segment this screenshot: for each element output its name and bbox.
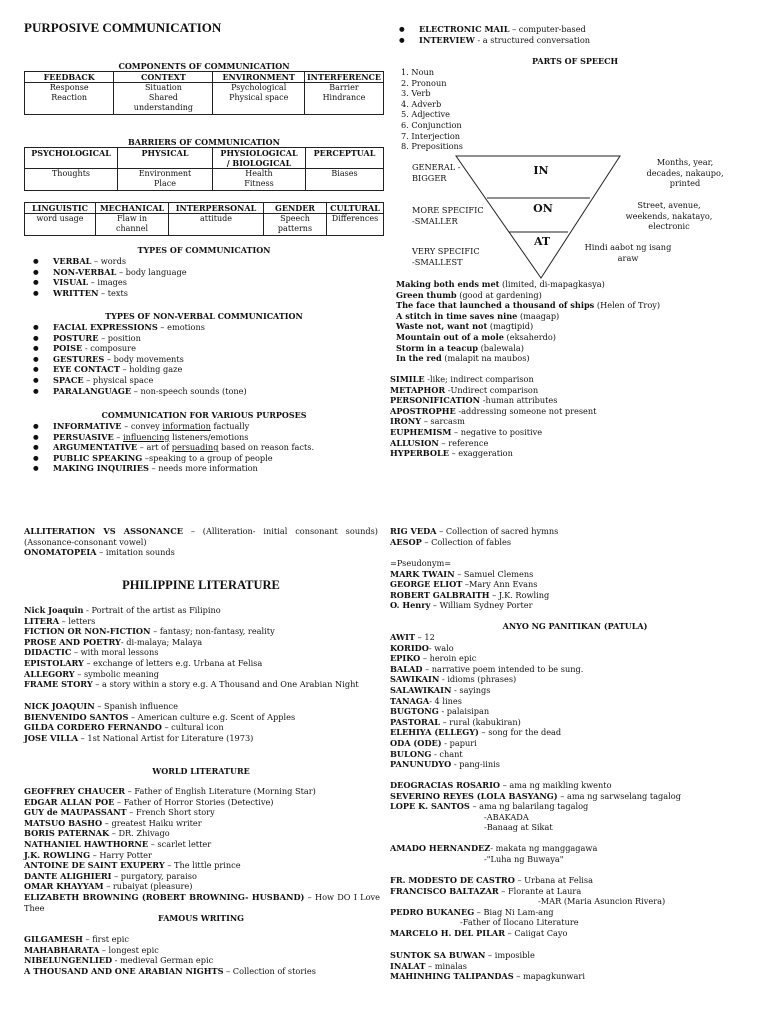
list-item: EUPHEMISM – negative to positive	[390, 426, 543, 437]
list-item: 3. Verb	[401, 88, 431, 99]
list-item: ELIZABETH BROWNING (ROBERT BROWNING- HUSBAND) – How DO I Love	[24, 891, 380, 902]
barriers-header: INTERPERSONAL	[169, 203, 264, 214]
top-right-list	[390, 24, 750, 45]
list-item: J.K. ROWLING – Harry Potter	[24, 849, 152, 860]
list-item: SAWIKAIN - idioms (phrases)	[390, 674, 517, 685]
list-item: ● WRITTEN – texts	[24, 288, 384, 299]
list-item: A THOUSAND AND ONE ARABIAN NIGHTS – Collection of stories	[24, 965, 316, 976]
more-specific-label: MORE SPECIFIC -SMALLER	[412, 205, 484, 226]
figures-list	[390, 374, 760, 459]
barriers-heading: BARRIERS OF COMMUNICATION	[128, 137, 280, 147]
list-item: SALAWIKAIN - sayings	[390, 684, 491, 695]
nonverbal-heading: TYPES OF NON-VERBAL COMMUNICATION	[105, 311, 303, 321]
list-item: FR. MODESTO DE CASTRO – Urbana at Felisa	[390, 875, 594, 885]
purposes-list	[24, 421, 384, 474]
components-header: ENVIRONMENT	[213, 72, 304, 83]
list-item: FRANCISCO BALTAZAR – Florante at Laura	[390, 885, 582, 896]
list-item: O. Henry – William Sydney Porter	[390, 600, 533, 611]
list-item: DEOGRACIAS ROSARIO – ama ng maikling kwento	[390, 780, 612, 790]
list-item: PASTORAL – rural (kabukiran)	[390, 716, 521, 727]
list-item: ● VERBAL – words	[24, 256, 384, 267]
fil-authors-group-1	[390, 780, 760, 833]
ph-lit-list	[24, 605, 384, 690]
at-label: AT	[533, 235, 551, 248]
on-label: ON	[533, 202, 553, 215]
list-item: GEORGE ELIOT –Mary Ann Evans	[390, 579, 538, 590]
in-label: IN	[533, 164, 549, 177]
barriers-cell: Speech patterns	[264, 214, 327, 236]
list-item: MARK TWAIN – Samuel Clemens	[390, 568, 534, 579]
list-item: Nick Joaquin - Portrait of the artist as Filipino	[24, 605, 221, 615]
list-item: 6. Conjunction	[401, 119, 462, 130]
list-item: ● POSTURE – position	[24, 333, 384, 344]
list-item: TANAGA- 4 lines	[390, 695, 462, 706]
alliteration-block	[24, 526, 378, 558]
list-item: DANTE ALIGHIERI – purgatory, paraiso	[24, 870, 197, 881]
idioms-list	[396, 279, 766, 364]
list-item: MAHINHING TALIPANDAS – mapagkunwari	[390, 971, 585, 982]
components-cell: Psychological Physical space	[213, 83, 304, 115]
alliteration-line: ALLITERATION VS ASSONANCE – (Alliteration- initial consonant sounds)	[24, 526, 378, 536]
list-item: ● FACIAL EXPRESSIONS – emotions	[24, 322, 384, 333]
anyo-heading: ANYO NG PANITIKAN (PATULA)	[502, 621, 648, 631]
list-item: Storm in a teacup (balewala)	[396, 342, 524, 353]
list-item: ● POISE - composure	[24, 343, 384, 354]
list-item: MATSUO BASHO – greatest Haiku writer	[24, 817, 202, 828]
list-item: 7. Interjection	[401, 130, 461, 141]
ph-lit-heading: PHILIPPINE LITERATURE	[122, 578, 280, 592]
at-examples: Hindi aabot ng isang araw	[584, 242, 672, 263]
list-item: ● PUBLIC SPEAKING –speaking to a group of people	[24, 453, 384, 464]
barriers-header: PERCEPTUAL	[306, 148, 384, 169]
barriers-header: PHYSIOLOGICAL / BIOLOGICAL	[213, 148, 306, 169]
list-item: ● EYE CONTACT – holding gaze	[24, 364, 384, 375]
list-item: APOSTROPHE -addressing someone not present	[390, 405, 597, 416]
components-header: CONTEXT	[114, 72, 213, 83]
list-item: FRAME STORY – a story within a story e.g. A Thousand and One Arabian Night	[24, 679, 359, 690]
list-item: ● PERSUASIVE – influencing listeners/emotions	[24, 432, 384, 443]
list-item: 1. Noun	[401, 67, 435, 77]
list-item: ● VISUAL – images	[24, 277, 384, 288]
barriers-header: PSYCHOLOGICAL	[25, 148, 118, 169]
list-item: ● SPACE – physical space	[24, 375, 384, 386]
list-item-sub: -ABAKADA	[484, 811, 529, 822]
list-item: ● GESTURES – body movements	[24, 354, 384, 365]
list-item: LITERA – letters	[24, 615, 96, 626]
list-item: BIENVENIDO SANTOS – American culture e.g. Scent of Apples	[24, 711, 296, 722]
list-item: LOPE K. SANTOS – ama ng balarilang tagalog	[390, 801, 589, 812]
list-item: PROSE AND POETRY- di-malaya; Malaya	[24, 636, 203, 647]
list-item: IRONY – sarcasm	[390, 416, 465, 427]
list-item: ● NON-VERBAL – body language	[24, 267, 384, 278]
list-item: PANUNUDYO - pang-iinis	[390, 759, 500, 770]
list-item-sub: -Banaag at Sikat	[484, 822, 553, 833]
list-item: NIBELUNGENLIED - medieval German epic	[24, 955, 214, 966]
veda-list	[390, 526, 760, 547]
world-lit-heading: WORLD LITERATURE	[152, 766, 250, 776]
list-item: NICK JOAQUIN – Spanish influence	[24, 701, 178, 711]
onomatopeia-line: ONOMATOPEIA – imitation sounds	[24, 547, 175, 558]
list-item: ELEHIYA (ELLEGY) – song for the dead	[390, 727, 562, 738]
list-item: GUY de MAUPASSANT – French Short story	[24, 807, 215, 818]
types-heading: TYPES OF COMMUNICATION	[137, 245, 271, 255]
list-item: BULONG - chant	[390, 748, 463, 759]
list-item: Making both ends met (limited, di-mapagkasya)	[396, 279, 605, 289]
list-item: ● MAKING INQUIRIES – needs more information	[24, 463, 384, 474]
nonverbal-list	[24, 322, 384, 396]
world-lit-list	[24, 786, 380, 913]
components-table	[24, 71, 384, 115]
barriers-header: MECHANICAL	[96, 203, 169, 214]
list-item: AESOP – Collection of fables	[390, 536, 512, 547]
list-item: EPISTOLARY – exchange of letters e.g. Urbana at Felisa	[24, 657, 263, 668]
list-item: NATHANIEL HAWTHORNE – scarlet letter	[24, 838, 212, 849]
list-item: GILDA CORDERO FERNANDO – cultural icon	[24, 722, 224, 733]
parts-of-speech-heading: PARTS OF SPEECH	[531, 56, 618, 66]
fil-authors-group-2	[390, 843, 760, 864]
components-header: INTERFERENCE	[304, 72, 383, 83]
barriers-table-1	[24, 147, 384, 191]
very-specific-label: VERY SPECIFIC -SMALLEST	[412, 246, 480, 267]
list-item: DIDACTIC – with moral lessons	[24, 647, 159, 658]
list-item: INALAT – minalas	[390, 960, 467, 971]
assonance-line: (Assonance-consonant vowel)	[24, 536, 147, 547]
list-item: ANTOINE DE SAINT EXUPERY – The little prince	[24, 860, 241, 871]
list-item: In the red (malapit na maubos)	[396, 353, 530, 364]
barriers-cell: Environment Place	[118, 169, 213, 191]
list-item: ALLEGORY – symbolic meaning	[24, 668, 160, 679]
list-item: ● PARALANGUAGE – non-speech sounds (tone)	[24, 386, 384, 397]
list-item: The face that launched a thousand of ships (Helen of Troy)	[396, 300, 661, 311]
barriers-header: LINGUISTIC	[25, 203, 96, 214]
fil-authors-group-3	[390, 875, 760, 939]
list-item: FICTION OR NON-FICTION – fantasy; non-fantasy, reality	[24, 626, 275, 637]
famous-list	[24, 934, 384, 976]
purposes-heading: COMMUNICATION FOR VARIOUS PURPOSES	[101, 410, 307, 420]
in-examples: Months, year, decades, nakaupo, printed	[646, 157, 724, 189]
list-item: 8. Prepositions	[401, 141, 463, 152]
list-item: BORIS PATERNAK – DR. Zhivago	[24, 828, 170, 839]
list-item: HYPERBOLE – exaggeration	[390, 448, 513, 459]
list-item: PEDRO BUKANEG – Biag Ni Lam-ang	[390, 906, 554, 917]
list-item: JOSE VILLA – 1st National Artist for Literature (1973)	[24, 732, 254, 743]
list-item: SIMILE -like; indirect comparison	[390, 374, 534, 384]
barriers-header: GENDER	[264, 203, 327, 214]
final-list	[390, 950, 760, 982]
list-item-sub: -MAR (Maria Asuncion Rivera)	[538, 896, 666, 907]
famous-heading: FAMOUS WRITING	[158, 913, 244, 923]
components-header: FEEDBACK	[25, 72, 114, 83]
list-item: Waste not, want not (magtipid)	[396, 321, 534, 332]
list-item: Mountain out of a mole (eksaherdo)	[396, 331, 557, 342]
list-item: EDGAR ALLAN POE – Father of Horror Stories (Detective)	[24, 796, 274, 807]
list-item: ● INFORMATIVE – convey information factually	[24, 421, 384, 432]
ph-authors-list	[24, 701, 384, 743]
list-item: BUGTONG - palaisipan	[390, 706, 490, 717]
barriers-cell: Biases	[306, 169, 384, 191]
list-item: ALLUSION – reference	[390, 437, 489, 448]
barriers-cell: Thoughts	[25, 169, 118, 191]
list-item: METAPHOR -Undirect comparison	[390, 384, 539, 395]
barriers-cell: word usage	[25, 214, 96, 236]
barriers-cell: Health Fitness	[213, 169, 306, 191]
barriers-table-2	[24, 202, 384, 236]
list-item: SUNTOK SA BUWAN – imposible	[390, 950, 535, 960]
page-title: PURPOSIVE COMMUNICATION	[24, 20, 222, 35]
pseudonym-heading: =Pseudonym=	[390, 558, 452, 568]
list-item: ● ELECTRONIC MAIL – computer-based	[390, 24, 750, 35]
list-item: GILGAMESH – first epic	[24, 934, 129, 944]
barriers-cell: attitude	[169, 214, 264, 236]
barriers-header: PHYSICAL	[118, 148, 213, 169]
list-item: A stitch in time saves nine (maagap)	[396, 310, 560, 321]
on-examples: Street, avenue, weekends, nakatayo, electronic	[625, 200, 713, 232]
types-list	[24, 256, 384, 298]
components-cell: Situation Shared understanding	[114, 83, 213, 115]
list-item: GEOFFREY CHAUCER – Father of English Literature (Morning Star)	[24, 786, 316, 796]
list-item: 5. Adjective	[401, 109, 450, 120]
list-item: ODA (ODE) - papuri	[390, 737, 477, 748]
list-item: KORIDO- walo	[390, 642, 454, 653]
components-cell: Response Reaction	[25, 83, 114, 115]
components-heading: COMPONENTS OF COMMUNICATION	[118, 61, 290, 71]
list-item: MAHABHARATA – longest epic	[24, 944, 159, 955]
list-item: Green thumb (good at gardening)	[396, 289, 542, 300]
list-item: BALAD – narrative poem intended to be sung.	[390, 663, 584, 674]
list-item: AMADO HERNANDEZ- makata ng manggagawa	[390, 843, 598, 853]
pseudonym-block	[390, 558, 760, 611]
list-item: ● INTERVIEW - a structured conversation	[390, 35, 750, 46]
list-item: ROBERT GALBRAITH – J.K. Rowling	[390, 589, 550, 600]
list-item: ● ARGUMENTATIVE – art of persuading based on reason facts.	[24, 442, 384, 453]
anyo-list	[390, 632, 760, 770]
list-item: AWIT – 12	[390, 632, 435, 642]
barriers-cell: Flaw in channel	[96, 214, 169, 236]
list-item-wrap: Thee	[24, 902, 45, 913]
barriers-cell: Differences	[327, 214, 384, 236]
list-item: RIG VEDA – Collection of sacred hymns	[390, 526, 559, 536]
components-cell: Barrier Hindrance	[304, 83, 383, 115]
list-item: 2. Pronoun	[401, 77, 447, 88]
list-item: PERSONIFICATION -human attributes	[390, 395, 558, 406]
list-item: 4. Adverb	[401, 98, 442, 109]
list-item: EPIKO – heroin epic	[390, 653, 477, 664]
list-item: MARCELO H. DEL PILAR – Caiigat Cayo	[390, 927, 568, 938]
list-item-sub: -Father of Ilocano Literature	[460, 917, 579, 928]
list-item: SEVERINO REYES (LOLA BASYANG) – ama ng sarwselang tagalog	[390, 790, 681, 801]
barriers-header: CULTURAL	[327, 203, 384, 214]
list-item: OMAR KHAYYAM – rubaiyat (pleasure)	[24, 881, 193, 892]
list-item-sub: -"Luha ng Buwaya"	[484, 853, 564, 864]
parts-of-speech-list	[401, 67, 463, 152]
general-label: GENERAL - BIGGER	[412, 162, 461, 183]
